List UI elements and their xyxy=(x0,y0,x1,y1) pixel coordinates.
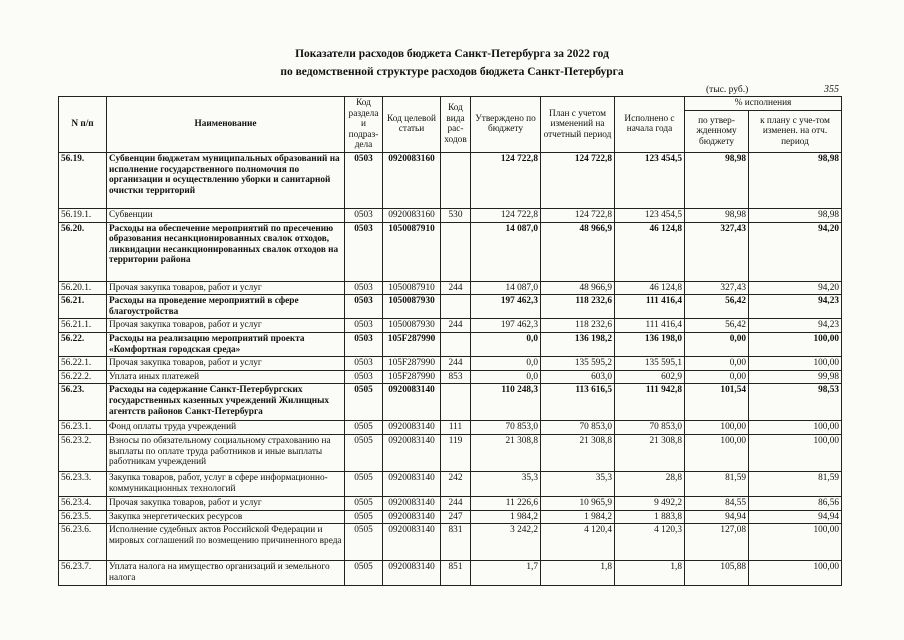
row-section-code: 0503 xyxy=(345,208,383,222)
row-executed: 123 454,5 xyxy=(615,152,685,208)
row-type-code: 851 xyxy=(441,561,471,586)
row-approved: 110 248,3 xyxy=(471,384,541,421)
row-section-code: 0505 xyxy=(345,471,383,496)
row-type-code: 242 xyxy=(441,471,471,496)
row-planned: 136 198,2 xyxy=(541,332,615,356)
row-approved: 1 984,2 xyxy=(471,510,541,524)
table-row xyxy=(59,496,842,510)
units-label: (тыс. руб.) xyxy=(706,85,749,95)
row-target-code: 0920083140 xyxy=(383,421,441,435)
row-section-code: 0505 xyxy=(345,510,383,524)
row-pct-budget: 0,00 xyxy=(685,370,749,384)
row-planned: 1,8 xyxy=(541,561,615,586)
row-target-code: 0920083140 xyxy=(383,510,441,524)
row-name: Взносы по обязательному социальному страхованию на выплаты по оплате труда работников и иные выплаты работникам учреждений xyxy=(107,434,345,471)
row-pct-budget: 127,08 xyxy=(685,524,749,561)
table-row xyxy=(59,357,842,371)
row-number: 56.21.1. xyxy=(59,319,107,333)
row-pct-plan: 94,20 xyxy=(749,281,842,295)
row-pct-budget: 105,88 xyxy=(685,561,749,586)
header-name: Наименование xyxy=(107,97,345,153)
row-pct-plan: 86,56 xyxy=(749,496,842,510)
table-body xyxy=(59,152,842,585)
header-num: N п/п xyxy=(59,97,107,153)
header-type-code: Код вида рас-ходов xyxy=(441,97,471,153)
header-approved: Утверждено по бюджету xyxy=(471,97,541,153)
row-type-code: 244 xyxy=(441,281,471,295)
row-pct-budget: 0,00 xyxy=(685,357,749,371)
table-row xyxy=(59,524,842,561)
row-approved: 124 722,8 xyxy=(471,152,541,208)
row-section-code: 0503 xyxy=(345,281,383,295)
row-executed: 28,8 xyxy=(615,471,685,496)
row-pct-budget: 0,00 xyxy=(685,332,749,356)
row-section-code: 0503 xyxy=(345,357,383,371)
row-target-code: 1050087910 xyxy=(383,222,441,281)
row-pct-plan: 94,20 xyxy=(749,222,842,281)
row-target-code: 0920083140 xyxy=(383,496,441,510)
row-pct-plan: 100,00 xyxy=(749,434,842,471)
row-executed: 1,8 xyxy=(615,561,685,586)
row-pct-budget: 100,00 xyxy=(685,421,749,435)
row-executed: 21 308,8 xyxy=(615,434,685,471)
row-target-code: 0920083140 xyxy=(383,434,441,471)
row-name: Прочая закупка товаров, работ и услуг xyxy=(107,496,345,510)
row-section-code: 0503 xyxy=(345,319,383,333)
row-approved: 197 462,3 xyxy=(471,295,541,319)
row-type-code: 247 xyxy=(441,510,471,524)
row-name: Уплата иных платежей xyxy=(107,370,345,384)
row-pct-plan: 98,53 xyxy=(749,384,842,421)
row-planned: 118 232,6 xyxy=(541,295,615,319)
row-planned: 35,3 xyxy=(541,471,615,496)
row-approved: 0,0 xyxy=(471,332,541,356)
row-planned: 48 966,9 xyxy=(541,222,615,281)
row-pct-budget: 327,43 xyxy=(685,222,749,281)
row-pct-budget: 94,94 xyxy=(685,510,749,524)
row-section-code: 0505 xyxy=(345,561,383,586)
row-name: Прочая закупка товаров, работ и услуг xyxy=(107,281,345,295)
row-executed: 602,9 xyxy=(615,370,685,384)
header-section-code: Код раздела и подраз-дела xyxy=(345,97,383,153)
row-approved: 3 242,2 xyxy=(471,524,541,561)
row-section-code: 0505 xyxy=(345,524,383,561)
row-target-code: 105F287990 xyxy=(383,332,441,356)
row-target-code: 0920083140 xyxy=(383,524,441,561)
row-section-code: 0505 xyxy=(345,384,383,421)
row-type-code xyxy=(441,222,471,281)
row-name: Закупка энергетических ресурсов xyxy=(107,510,345,524)
row-name: Прочая закупка товаров, работ и услуг xyxy=(107,357,345,371)
row-executed: 46 124,8 xyxy=(615,222,685,281)
row-planned: 1 984,2 xyxy=(541,510,615,524)
row-name: Уплата налога на имущество организаций и земельного налога xyxy=(107,561,345,586)
page-number: 355 xyxy=(824,84,839,95)
row-type-code xyxy=(441,152,471,208)
row-number: 56.23.1. xyxy=(59,421,107,435)
row-type-code xyxy=(441,384,471,421)
expenditure-table xyxy=(58,96,842,586)
row-planned: 118 232,6 xyxy=(541,319,615,333)
row-number: 56.23.3. xyxy=(59,471,107,496)
row-executed: 9 492,2 xyxy=(615,496,685,510)
row-type-code: 244 xyxy=(441,496,471,510)
row-section-code: 0505 xyxy=(345,434,383,471)
table-row xyxy=(59,434,842,471)
row-target-code: 1050087930 xyxy=(383,319,441,333)
header-pct-plan: к плану с уче-том изменен. на отч. период xyxy=(749,111,842,153)
row-number: 56.20.1. xyxy=(59,281,107,295)
row-pct-budget: 101,54 xyxy=(685,384,749,421)
row-pct-plan: 94,23 xyxy=(749,295,842,319)
row-approved: 11 226,6 xyxy=(471,496,541,510)
row-section-code: 0503 xyxy=(345,222,383,281)
row-executed: 1 883,8 xyxy=(615,510,685,524)
row-target-code: 1050087930 xyxy=(383,295,441,319)
row-number: 56.19.1. xyxy=(59,208,107,222)
row-planned: 135 595,2 xyxy=(541,357,615,371)
row-pct-budget: 81,59 xyxy=(685,471,749,496)
row-approved: 21 308,8 xyxy=(471,434,541,471)
row-pct-plan: 94,23 xyxy=(749,319,842,333)
row-planned: 10 965,9 xyxy=(541,496,615,510)
row-number: 56.23.7. xyxy=(59,561,107,586)
table-row xyxy=(59,319,842,333)
row-type-code xyxy=(441,295,471,319)
row-section-code: 0505 xyxy=(345,496,383,510)
row-target-code: 105F287990 xyxy=(383,357,441,371)
row-planned: 70 853,0 xyxy=(541,421,615,435)
row-section-code: 0503 xyxy=(345,152,383,208)
row-executed: 111 942,8 xyxy=(615,384,685,421)
row-number: 56.23.4. xyxy=(59,496,107,510)
row-pct-plan: 98,98 xyxy=(749,152,842,208)
table-row xyxy=(59,222,842,281)
row-target-code: 0920083160 xyxy=(383,208,441,222)
row-name: Субвенции бюджетам муниципальных образований на исполнение государственного полномочия по организации и осуществлению уборки и санитарной очистки территорий xyxy=(107,152,345,208)
document-title-line1: Показатели расходов бюджета Санкт-Петербурга за 2022 год xyxy=(295,48,609,60)
row-section-code: 0503 xyxy=(345,332,383,356)
row-number: 56.19. xyxy=(59,152,107,208)
row-approved: 14 087,0 xyxy=(471,222,541,281)
row-pct-budget: 56,42 xyxy=(685,295,749,319)
row-number: 56.23.5. xyxy=(59,510,107,524)
row-target-code: 0920083160 xyxy=(383,152,441,208)
row-approved: 0,0 xyxy=(471,357,541,371)
row-section-code: 0505 xyxy=(345,421,383,435)
row-approved: 197 462,3 xyxy=(471,319,541,333)
row-executed: 135 595,1 xyxy=(615,357,685,371)
row-pct-budget: 98,98 xyxy=(685,152,749,208)
row-pct-budget: 327,43 xyxy=(685,281,749,295)
row-pct-budget: 84,55 xyxy=(685,496,749,510)
table-row xyxy=(59,208,842,222)
table-row xyxy=(59,421,842,435)
row-target-code: 0920083140 xyxy=(383,471,441,496)
row-executed: 111 416,4 xyxy=(615,319,685,333)
row-name: Исполнение судебных актов Российской Федерации и мировых соглашений по возмещению причиненного вреда xyxy=(107,524,345,561)
header-pct-budget: по утвер-жденному бюджету xyxy=(685,111,749,153)
row-approved: 70 853,0 xyxy=(471,421,541,435)
row-number: 56.23.6. xyxy=(59,524,107,561)
row-pct-plan: 100,00 xyxy=(749,332,842,356)
row-pct-plan: 81,59 xyxy=(749,471,842,496)
header-planned: План с учетом изменений на отчетный период xyxy=(541,97,615,153)
row-pct-budget: 100,00 xyxy=(685,434,749,471)
table-row xyxy=(59,561,842,586)
row-type-code: 244 xyxy=(441,357,471,371)
row-executed: 4 120,3 xyxy=(615,524,685,561)
row-planned: 124 722,8 xyxy=(541,208,615,222)
table-row xyxy=(59,332,842,356)
row-type-code xyxy=(441,332,471,356)
row-name: Расходы на обеспечение мероприятий по пресечению образования несанкционированных свалок отходов, ликвидации несанкционированных свалок отходов на территории района xyxy=(107,222,345,281)
row-type-code: 853 xyxy=(441,370,471,384)
row-planned: 603,0 xyxy=(541,370,615,384)
row-number: 56.23. xyxy=(59,384,107,421)
row-executed: 136 198,0 xyxy=(615,332,685,356)
row-name: Прочая закупка товаров, работ и услуг xyxy=(107,319,345,333)
row-planned: 21 308,8 xyxy=(541,434,615,471)
row-approved: 1,7 xyxy=(471,561,541,586)
row-executed: 111 416,4 xyxy=(615,295,685,319)
row-name: Расходы на содержание Санкт-Петербургских государственных казенных учреждений Жилищных агентств районов Санкт-Петербурга xyxy=(107,384,345,421)
row-pct-budget: 56,42 xyxy=(685,319,749,333)
row-name: Расходы на реализацию мероприятий проекта «Комфортная городская среда» xyxy=(107,332,345,356)
header-pct-group: % исполнения xyxy=(685,97,842,111)
row-number: 56.21. xyxy=(59,295,107,319)
row-target-code: 0920083140 xyxy=(383,561,441,586)
row-name: Закупка товаров, работ, услуг в сфере информационно-коммуникационных технологий xyxy=(107,471,345,496)
row-number: 56.20. xyxy=(59,222,107,281)
row-target-code: 1050087910 xyxy=(383,281,441,295)
table-row xyxy=(59,384,842,421)
row-number: 56.22.2. xyxy=(59,370,107,384)
row-target-code: 105F287990 xyxy=(383,370,441,384)
row-name: Субвенции xyxy=(107,208,345,222)
row-planned: 124 722,8 xyxy=(541,152,615,208)
row-pct-plan: 94,94 xyxy=(749,510,842,524)
row-type-code: 119 xyxy=(441,434,471,471)
table-row xyxy=(59,510,842,524)
row-number: 56.22.1. xyxy=(59,357,107,371)
table-row xyxy=(59,370,842,384)
row-pct-plan: 100,00 xyxy=(749,524,842,561)
row-executed: 70 853,0 xyxy=(615,421,685,435)
row-type-code: 244 xyxy=(441,319,471,333)
row-approved: 0,0 xyxy=(471,370,541,384)
row-type-code: 831 xyxy=(441,524,471,561)
table-row xyxy=(59,152,842,208)
header-executed: Исполнено с начала года xyxy=(615,97,685,153)
row-target-code: 0920083140 xyxy=(383,384,441,421)
row-section-code: 0503 xyxy=(345,295,383,319)
row-planned: 4 120,4 xyxy=(541,524,615,561)
header-target-code: Код целевой статьи xyxy=(383,97,441,153)
row-name: Расходы на проведение мероприятий в сфере благоустройства xyxy=(107,295,345,319)
row-executed: 123 454,5 xyxy=(615,208,685,222)
row-pct-plan: 100,00 xyxy=(749,421,842,435)
row-pct-plan: 98,98 xyxy=(749,208,842,222)
document-title-line2: по ведомственной структуре расходов бюджета Санкт-Петербурга xyxy=(280,66,624,78)
table-row xyxy=(59,281,842,295)
row-approved: 35,3 xyxy=(471,471,541,496)
row-pct-budget: 98,98 xyxy=(685,208,749,222)
table-row xyxy=(59,295,842,319)
row-approved: 14 087,0 xyxy=(471,281,541,295)
row-pct-plan: 99,98 xyxy=(749,370,842,384)
row-pct-plan: 100,00 xyxy=(749,357,842,371)
row-planned: 113 616,5 xyxy=(541,384,615,421)
row-type-code: 111 xyxy=(441,421,471,435)
row-executed: 46 124,8 xyxy=(615,281,685,295)
row-number: 56.23.2. xyxy=(59,434,107,471)
row-type-code: 530 xyxy=(441,208,471,222)
row-approved: 124 722,8 xyxy=(471,208,541,222)
row-name: Фонд оплаты труда учреждений xyxy=(107,421,345,435)
row-planned: 48 966,9 xyxy=(541,281,615,295)
row-pct-plan: 100,00 xyxy=(749,561,842,586)
table-row xyxy=(59,471,842,496)
row-section-code: 0503 xyxy=(345,370,383,384)
row-number: 56.22. xyxy=(59,332,107,356)
